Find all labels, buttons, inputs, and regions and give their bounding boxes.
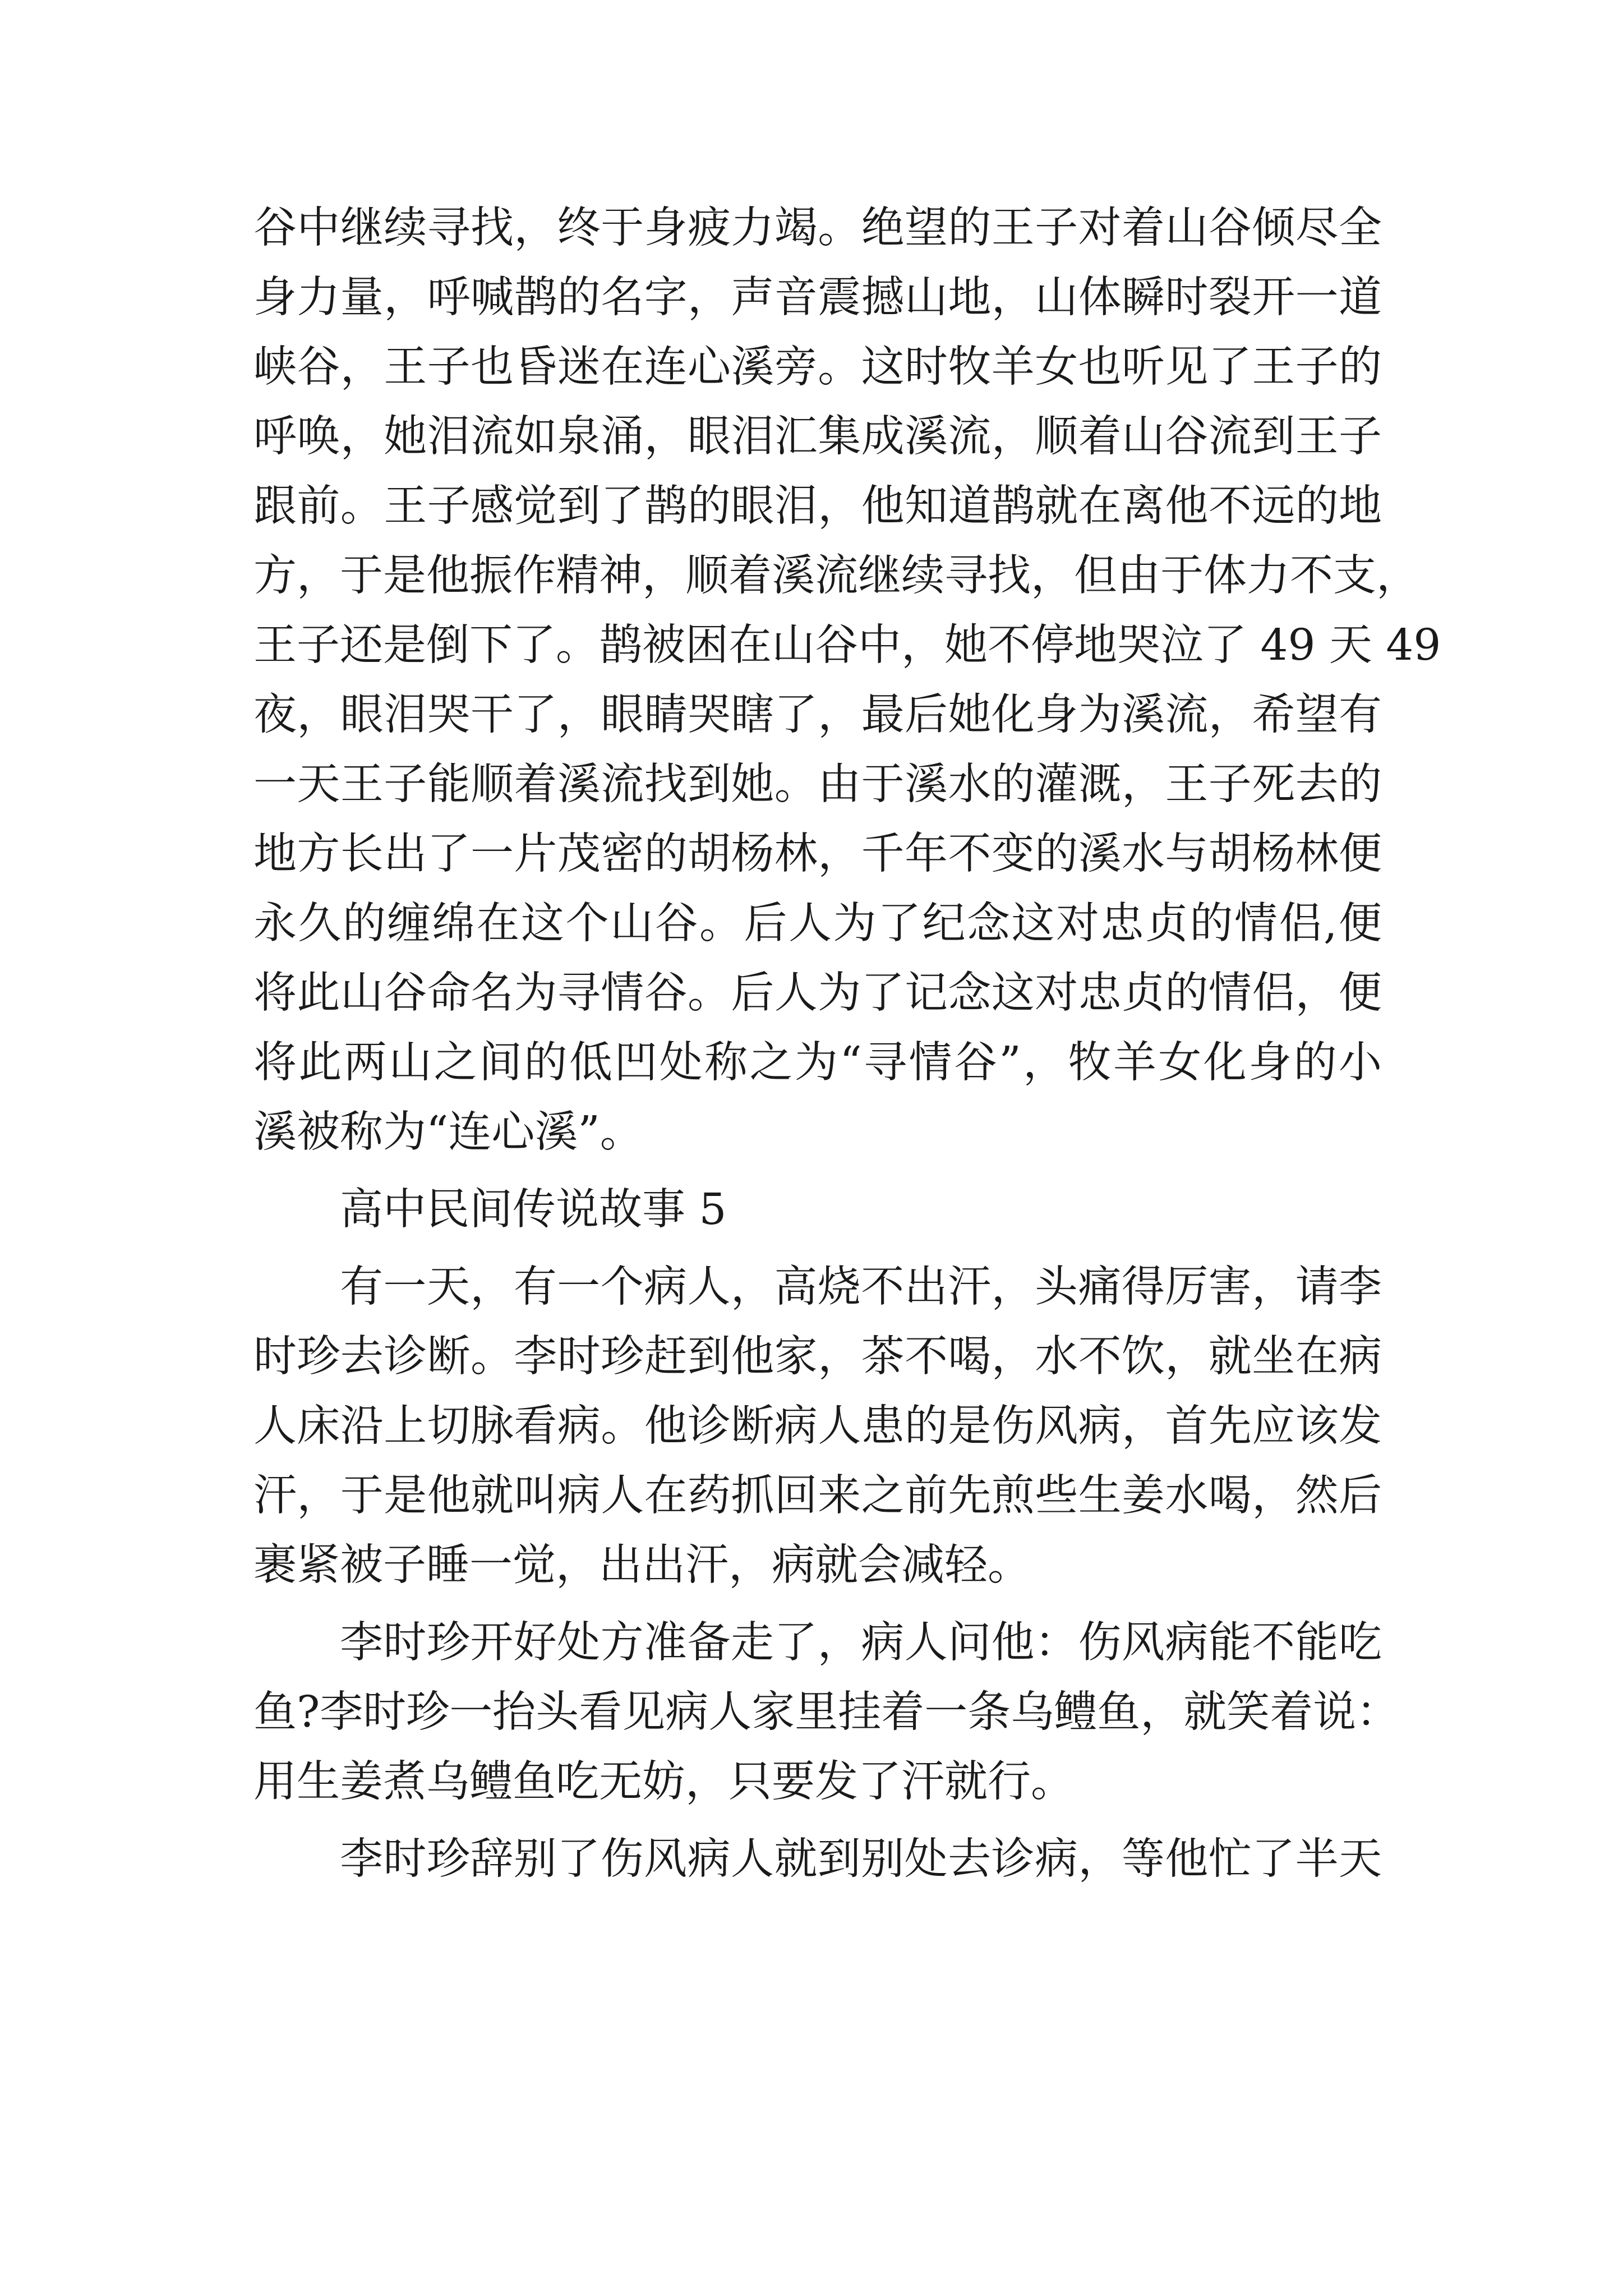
paragraph-departure <box>253 1825 1382 1894</box>
text-line: 将此山谷命名为寻情谷。后人为了记念这对忠贞的情侣，便 <box>253 968 1382 1018</box>
text-line: 永久的缠绵在这个山谷。后人为了纪念这对忠贞的情侣,便 <box>253 899 1382 949</box>
text-line: 谷中继续寻找，终于身疲力竭。绝望的王子对着山谷倾尽全 <box>253 203 1382 253</box>
text-line: 跟前。王子感觉到了鹊的眼泪，他知道鹊就在离他不远的地 <box>253 481 1382 531</box>
document-page <box>253 194 1441 1894</box>
text-line: 一天王子能顺着溪流找到她。由于溪水的灌溉，王子死去的 <box>253 760 1382 809</box>
text-line: 李时珍开好处方准备走了，病人问他：伤风病能不能吃 <box>340 1618 1382 1668</box>
text-line: 有一天，有一个病人，高烧不出汗，头痛得厉害，请李 <box>340 1262 1382 1312</box>
text-line: 汗，于是他就叫病人在药抓回来之前先煎些生姜水喝，然后 <box>253 1471 1382 1521</box>
paragraph-patient-visit <box>253 1253 1382 1600</box>
heading-text: 高中民间传说故事 5 <box>340 1185 727 1235</box>
text-line: 王子还是倒下了。鹊被困在山谷中，她不停地哭泣了 49 天 49 <box>253 620 1441 670</box>
text-line: 鱼?李时珍一抬头看见病人家里挂着一条乌鳢鱼，就笑着说： <box>253 1687 1400 1737</box>
text-line: 裹紧被子睡一觉，出出汗，病就会减轻。 <box>253 1540 1031 1590</box>
text-line: 将此两山之间的低凹处称之为“寻情谷”，牧羊女化身的小 <box>253 1038 1382 1088</box>
text-line: 夜，眼泪哭干了，眼睛哭瞎了，最后她化身为溪流，希望有 <box>253 690 1382 740</box>
text-line: 用生姜煮乌鳢鱼吃无妨，只要发了汗就行。 <box>253 1757 1074 1807</box>
text-line: 时珍去诊断。李时珍赶到他家，茶不喝，水不饮，就坐在病 <box>253 1332 1382 1382</box>
text-line: 呼唤，她泪流如泉涌，眼泪汇集成溪流，顺着山谷流到王子 <box>253 412 1382 462</box>
paragraph-legend-ending <box>253 194 1441 1167</box>
text-line: 方，于是他振作精神，顺着溪流继续寻找，但由于体力不支， <box>253 551 1419 601</box>
text-line: 李时珍辞别了伤风病人就到别处去诊病，等他忙了半天 <box>340 1834 1382 1884</box>
text-line: 峡谷，王子也昏迷在连心溪旁。这时牧羊女也听见了王子的 <box>253 342 1382 392</box>
text-line: 地方长出了一片茂密的胡杨林，千年不变的溪水与胡杨林便 <box>253 829 1382 879</box>
text-line: 溪被称为“连心溪”。 <box>253 1107 643 1157</box>
section-heading <box>253 1175 1382 1245</box>
text-line: 身力量，呼喊鹊的名字，声音震撼山地，山体瞬时裂开一道 <box>253 273 1382 323</box>
text-line: 人床沿上切脉看病。他诊断病人患的是伤风病，首先应该发 <box>253 1401 1382 1451</box>
paragraph-fish-question <box>253 1608 1400 1817</box>
